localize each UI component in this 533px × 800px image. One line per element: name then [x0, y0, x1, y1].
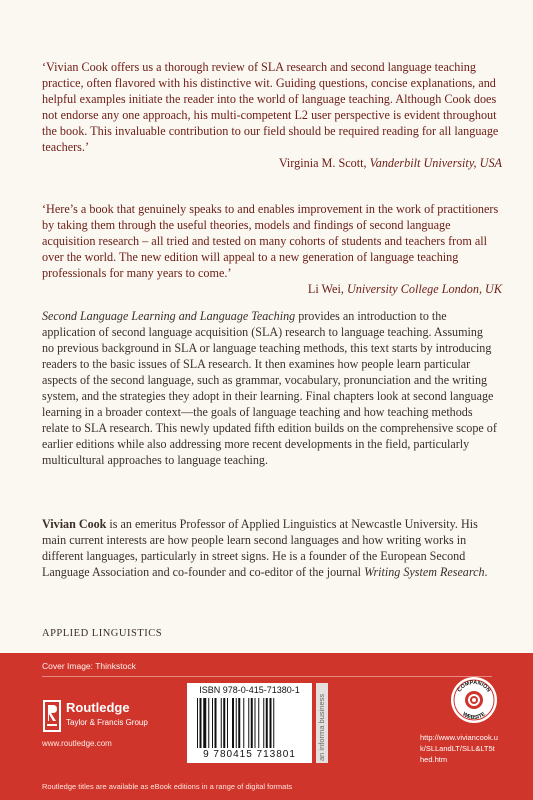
barcode-stripe [258, 698, 259, 748]
endorser-name: Li Wei, [307, 282, 344, 296]
author-name: Vivian Cook [42, 517, 107, 531]
barcode-icon [197, 698, 302, 748]
isbn-label: ISBN 978-0-415-71380-1 [199, 685, 300, 695]
companion-url[interactable]: http://www.viviancook.uk/SLLandLT/SLL&LT5thed.htm [420, 733, 498, 764]
companion-bottom-text: WEBSITE [461, 711, 487, 722]
barcode-stripe [227, 698, 228, 748]
routledge-logo-icon [42, 699, 62, 733]
description-text: provides an introduction to the application of second language acquisition (SLA) research to language teaching. Assuming no previous background in SLA or language teaching methods, this text starts by introducing readers to the basic issues of SLA research. It then examines how people learn particular aspects of the second language, such as grammar, vocabulary, pronunciation and the writing system, and the strategies they adopt in their learning. Final chapters look at second language learning in a broader context—the goals of language teaching and how teaching methods relate to SLA research. This newly updated fifth edition builds on the comprehensive scope of earlier editions while also addressing more recent developments in the field, particularly multicultural approaches to language teaching. [42, 309, 497, 467]
barcode-stripe [270, 698, 272, 748]
informa-text: an informa business [317, 693, 326, 761]
barcode-stripe [243, 698, 244, 748]
barcode-number: 9 780415 713801 [203, 749, 296, 760]
subject-category: APPLIED LINGUISTICS [42, 628, 163, 639]
endorsement-quote: ‘Vivian Cook offers us a thorough review of SLA research and second language teaching practice, often flavored with his distinctive wit. Guiding questions, concise explanations, and helpful examples initiate the reader into the world of language teaching. Although Cook does not endorse any one approach, his multi-competent L2 user perspective is evident throughout the book. This invaluable contribution to our field should be required reading for all language teachers.’ [42, 60, 499, 154]
journal-title: Writing System Research [364, 565, 485, 579]
barcode-stripe [208, 698, 209, 748]
barcode-stripe [212, 698, 213, 748]
barcode-stripe [263, 698, 264, 748]
endorser-affiliation: University College London, UK [346, 282, 502, 296]
endorsement-attribution [42, 155, 502, 171]
barcode-stripe [200, 698, 202, 748]
bio-text: is an emeritus Professor of Applied Linguistics at Newcastle University. His main current interests are how people learn second languages and how writing works in different languages, particularly in street signs. He is a founder of the European Second Language Association and co-founder and co-editor of the journal [42, 517, 478, 579]
companion-top-text: COMPANION [456, 679, 492, 694]
endorsement-attribution [42, 281, 502, 297]
endorsement-1 [42, 59, 502, 171]
ebook-note: Routledge titles are available as eBook editions in a range of digital formats [42, 782, 293, 791]
publisher-name: Routledge [66, 700, 130, 715]
barcode-stripe [266, 698, 268, 748]
endorser-name: Virginia M. Scott, [278, 156, 367, 170]
barcode-stripe [238, 698, 240, 748]
barcode-panel [187, 683, 312, 763]
publisher-website[interactable]: www.routledge.com [42, 739, 112, 748]
bio-end: . [484, 565, 488, 579]
book-description [42, 308, 497, 468]
barcode-stripe [251, 698, 253, 748]
endorsement-quote: ‘Here’s a book that genuinely speaks to and enables improvement in the work of practitioners by taking them through the useful theories, models and findings of second language acquisition research – all tried and tested on many cohorts of students and teachers from all over the world. The new edition will appeal to a new generation of language teaching professionals for many years to come.’ [42, 202, 499, 280]
barcode-stripe [232, 698, 234, 748]
endorser-affiliation: Vanderbilt University, USA [369, 156, 502, 170]
cover-credit: Cover Image: Thinkstock [42, 661, 136, 671]
footer-divider [42, 676, 492, 677]
barcode-stripe [255, 698, 256, 748]
barcode-stripe [273, 698, 274, 748]
barcode-stripe [197, 698, 198, 748]
barcode-stripe [248, 698, 249, 748]
barcode-stripe [236, 698, 237, 748]
author-bio [42, 516, 497, 580]
endorsement-2 [42, 201, 502, 297]
companion-website-badge-icon[interactable] [450, 676, 498, 724]
barcode-stripe [215, 698, 217, 748]
book-title: Second Language Learning and Language Teaching [42, 309, 296, 323]
barcode-stripe [203, 698, 206, 748]
informa-strip [316, 683, 328, 763]
barcode-stripe [221, 698, 222, 748]
publisher-group: Taylor & Francis Group [66, 718, 148, 727]
barcode-stripe [223, 698, 225, 748]
